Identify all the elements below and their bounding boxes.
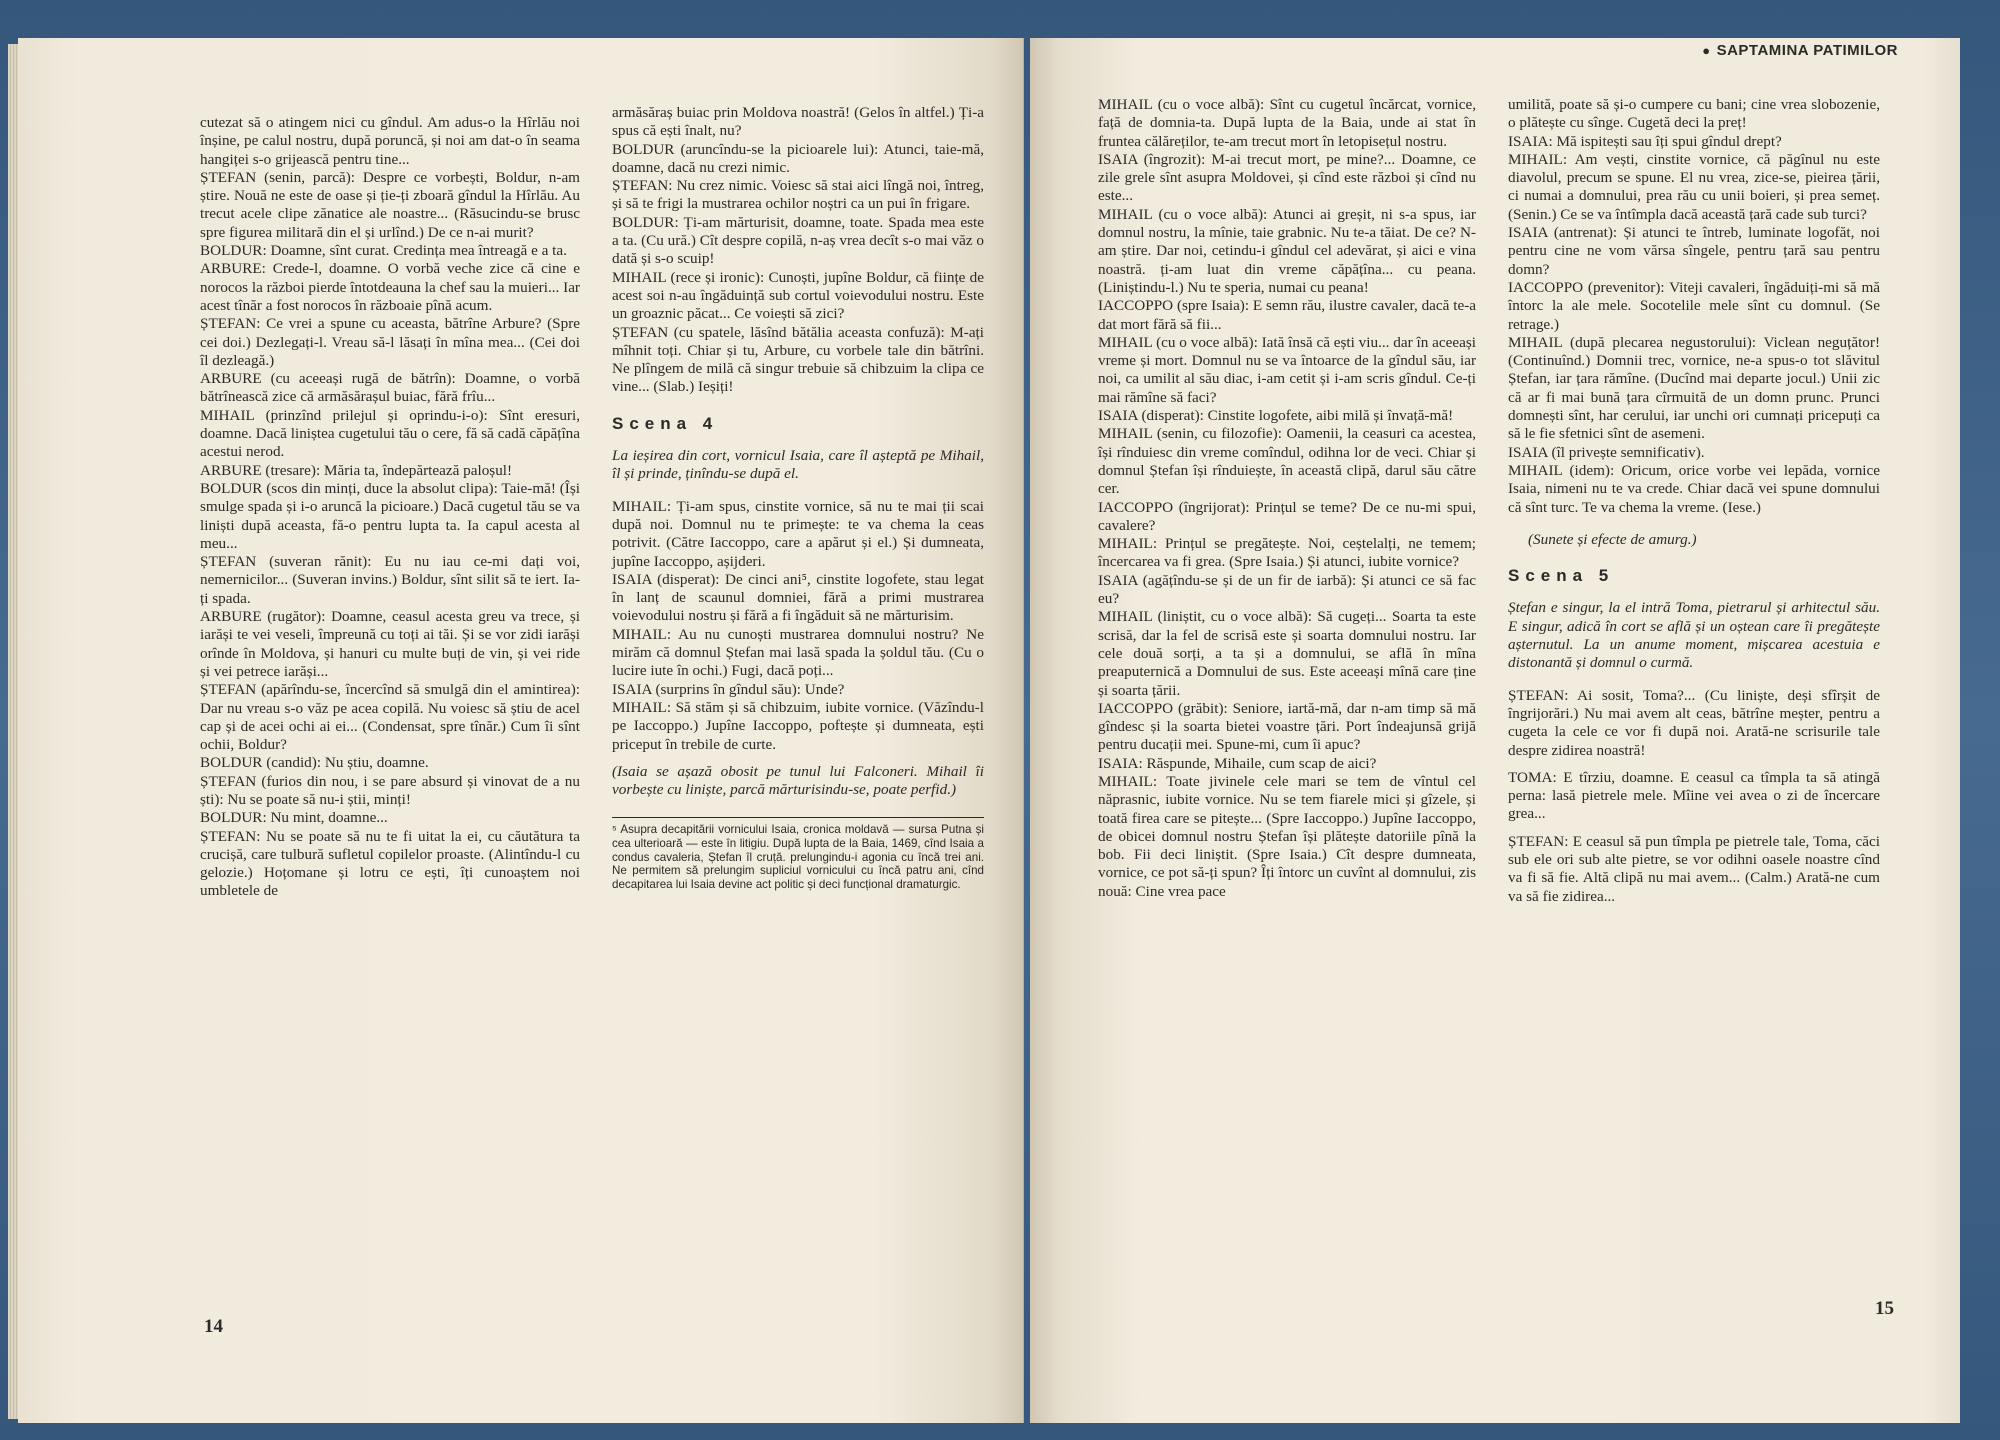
text-paragraph: ARBURE (cu aceeași rugă de bătrîn): Doamne, o vorbă bătrînească zice că armăsărașul buiac, fără frîu... xyxy=(200,370,580,406)
text-paragraph: IACCOPPO (prevenitor): Viteji cavaleri, îngăduiți-mi să mă întorc la ale mele. Socotelile mele sînt cu domnul. (Se retrage.) xyxy=(1508,278,1880,333)
text-paragraph: MIHAIL (cu o voce albă): Iată însă că ești viu... dar în aceeași vreme și mort. Domnul nu se va întoarce de la gîndul său, iar noi, ca umilit al său diac, i-am cetit și i-am scris gîndul. Ce-ți mai rămîne să faci? xyxy=(1098,333,1476,406)
text-paragraph: MIHAIL (senin, cu filozofie): Oamenii, la ceasuri ca acestea, își rînduiesc din vreme comîndul, odihna lor de veci. Chiar și domnul Ștefan își rînduiește, în această clipă, darul său către cer. xyxy=(1098,425,1476,498)
text-paragraph: ISAIA (îngrozit): M-ai trecut mort, pe mine?... Doamne, ce zile grele sînt asupra Moldovei, și cînd este război și cînd nu este... xyxy=(1098,150,1476,205)
text-paragraph: IACCOPPO (spre Isaia): E semn rău, ilustre cavaler, dacă te-a dat mort fără să fii... xyxy=(1098,297,1476,333)
text-paragraph: ISAIA: Răspunde, Mihaile, cum scap de aici? xyxy=(1098,754,1377,772)
text-paragraph: ȘTEFAN (cu spatele, lăsînd bătălia aceasta confuză): M-ați mîhnit toți. Chiar și tu, Arbure, cu vorbele tale din bătrîni. Ne plîngem de milă că singur trebuie să chibzuim la clipa ce vine... (Slab.) Ieșiți! xyxy=(612,323,984,396)
text-paragraph: MIHAIL (rece și ironic): Cunoști, jupîne Boldur, că ființe de acest soi n-au îngăduință sub cortul voievodului nostru. Este un groaznic păcat... Ce voiești să zici? xyxy=(612,268,984,323)
running-head-title: SAPTAMINA PATIMILOR xyxy=(1716,42,1898,59)
text-paragraph: ȘTEFAN: Ai sosit, Toma?... (Cu liniște, deși sfîrșit de îngrijorări.) Nu mai avem alt ceas, bătrîne meșter, pentru a cugeta la cele ce vor fi după noi. Arată-ne scrisurile tale despre zidirea noastră! xyxy=(1508,686,1880,759)
text-paragraph: ISAIA: Mă ispitești sau îți spui gîndul drept? xyxy=(1508,132,1782,150)
left-column-2 xyxy=(612,104,984,891)
text-paragraph: BOLDUR: Ți-am mărturisit, doamne, toate. Spada mea este a ta. (Cu ură.) Cît despre copilă, n-aș vrea decît s-o mai văz o dată și s-o scuip! xyxy=(612,213,984,268)
text-paragraph: BOLDUR: Nu mint, doamne... xyxy=(200,809,388,827)
text-paragraph: MIHAIL: Toate jivinele cele mari se tem de vîntul cel năprasnic, iubite vornice. Nu se tem fiarele mici și gîzele, și toată firea care se pitește... (Spre Iaccoppo.) Jupîne Iaccoppo, de obicei domnul nostru Ștefan își plătește datoriile pînă la bob. Fii deci liniștit. (Spre Isaia.) Cît despre dumneata, vornice, ce pot să-ți spun? Îți întorc un cuvînt al domnului, zis nouă: Cine vrea pace xyxy=(1098,772,1476,900)
text-paragraph: MIHAIL (prinzînd prilejul și oprindu-i-o): Sînt eresuri, doamne. Dacă liniștea cugetului tău o cere, fă să cadă căpățîna acestui nerod. xyxy=(200,406,580,461)
bullet-icon: ● xyxy=(1702,43,1711,58)
text-paragraph: ISAIA (antrenat): Și atunci te întreb, luminate logofăt, noi pentru cine ne vom vărsa sîngele, pentru țară sau pentru domn? xyxy=(1508,224,1880,278)
text-paragraph: umilită, poate să și-o cumpere cu bani; cine vrea slobozenie, o plătește cu sînge. Cugetă deci la preț! xyxy=(1508,96,1880,132)
stage-direction: (Sunete și efecte de amurg.) xyxy=(1528,530,1697,548)
text-paragraph: ȘTEFAN: Nu crez nimic. Voiesc să stai aici lîngă noi, întreg, și să te frigi la mustrarea ochilor noștri ca un pui în frigare. xyxy=(612,177,984,213)
text-paragraph: ȘTEFAN: Nu se poate să nu te fi uitat la ei, cu căutătura ta crucișă, care tulbură sufletul copilelor proaste. (Alintîndu-l cu gelozie.) Hoțomane și lotru ce ești, îți cunoaștem noi umbletele de xyxy=(200,827,580,900)
text-paragraph: ȘTEFAN (apărîndu-se, încercînd să smulgă din el amintirea): Dar nu vreau s-o văz pe acea copilă. Nu voiesc să știu de acel cap și de acei ochi ai ei... (Condensat, spre tînăr.) Cum îi sînt ochii, Boldur? xyxy=(200,681,580,754)
text-paragraph: IACCOPPO (grăbit): Seniore, iartă-mă, dar n-am timp să mă gîndesc și la soarta bietei voastre țări. Port îndeajunsă grijă pentru ducații mei. Spune-mi, cum îi apuc? xyxy=(1098,699,1476,754)
text-paragraph: ARBURE: Crede-l, doamne. O vorbă veche zice că cine e norocos la război pierde întotdeauna la chef sau la muieri... Iar acest tînăr a fost norocos în războaie pînă acum. xyxy=(200,260,580,314)
text-paragraph: ARBURE (tresare): Măria ta, îndepărtează paloșul! xyxy=(200,461,513,479)
text-paragraph: MIHAIL: Am vești, cinstite vornice, că păgînul nu este diavolul, precum se spune. El nu vrea, zice-se, pieirea țării, ci numai a domnului, prea rău cu unii boieri, și prea semeț. (Senin.) Ce se va întîmpla dacă această țară cade sub turci? xyxy=(1508,150,1880,223)
text-paragraph: ISAIA (îl privește semnificativ). xyxy=(1508,443,1705,461)
footnote: ⁵ Asupra decapitării vornicului Isaia, cronica moldavă — sursa Putna și cea ulterioară — este în litigiu. După lupta de la Baia, 1469, cînd Isaia a condus cavaleria, Ștefan îl cruță. prelungindu-i agonia cu încă trei ani. Ne permitem să prelungim supliciul vornicului cu încă patru ani, cînd decapitarea lui Isaia devine act politic și deci funcțional dramaturgic. xyxy=(612,817,984,891)
text-paragraph: TOMA: E tîrziu, doamne. E ceasul ca tîmpla ta să atingă perna: lasă pietrele mele. Mîine vei avea o zi de încercare grea... xyxy=(1508,768,1880,823)
text-paragraph: BOLDUR (scos din minți, duce la absolut clipa): Taie-mă! (Își smulge spada și i-o aruncă la picioare.) Dacă cugetul tău se va liniști după aceasta, fă-o pentru lupta ta. Ia capul acesta al meu... xyxy=(200,479,580,552)
text-paragraph: ȘTEFAN: Ce vrei a spune cu aceasta, bătrîne Arbure? (Spre cei doi.) Dezlegați-l. Vreau să-l lăsați în mîna mea... (Cei doi îl dezleagă.) xyxy=(200,315,580,369)
text-paragraph: MIHAIL (liniștit, cu o voce albă): Să cugeți... Soarta ta este scrisă, dar la fel de scrisă este și soarta domnului nostru. Iar cele două sorți, a ta și a domnului, se află în mîna preaputernică a Domnului de sus. Este aceeași mînă care ține și soarta țării. xyxy=(1098,608,1476,699)
left-column-1 xyxy=(200,114,580,901)
text-paragraph: BOLDUR (aruncîndu-se la picioarele lui): Atunci, taie-mă, doamne, dacă nu crezi nimic. xyxy=(612,140,984,176)
text-paragraph: cutezat să o atingem nici cu gîndul. Am adus-o la Hîrlău noi înșine, pe calul nostru, după poruncă, și noi am dat-o în seama hangiței s-o grijească pentru tine... xyxy=(200,114,580,168)
right-column-2 xyxy=(1508,96,1880,906)
text-paragraph: armăsăraș buiac prin Moldova noastră! (Gelos în altfel.) Ți-a spus că ești înalt, nu? xyxy=(612,104,984,140)
right-page xyxy=(1030,38,1960,1423)
text-paragraph: MIHAIL (cu o voce albă): Sînt cu cugetul încărcat, vornice, față de domnia-ta. După lupta de la Baia, unde ai stat în fruntea călăreților, te-am trecut mort în letopisețul nostru. xyxy=(1098,96,1476,150)
text-paragraph: ISAIA (agățîndu-se și de un fir de iarbă): Și atunci ce să fac eu? xyxy=(1098,571,1476,608)
text-paragraph: BOLDUR: Doamne, sînt curat. Credința mea întreagă e a ta. xyxy=(200,242,567,260)
text-paragraph: MIHAIL (idem): Oricum, orice vorbe vei lepăda, vornice Isaia, nimeni nu te va crede. Chiar dacă vei spune domnului că sînt turc. Te va chema la vreme. (Iese.) xyxy=(1508,461,1880,516)
text-paragraph: ISAIA (surprins în gîndul său): Unde? xyxy=(612,680,845,698)
page-number-left: 14 xyxy=(204,1316,223,1337)
text-paragraph: MIHAIL (după plecarea negustorului): Viclean neguțător! (Continuînd.) Domnii trec, vornice, ne-a spus-o tot slăvitul Ștefan, iar țara rămîne. (Ducînd mai departe jocul.) Unii zic că ar fi mai bună țara cîrmuită de un domn prunc. Prunci domnești sînt, har cerului, iar unchi ori cumnați pricepuți ca să le fie sfetnici sînt de asemeni. xyxy=(1508,333,1880,443)
text-paragraph: MIHAIL: Au nu cunoști mustrarea domnului nostru? Ne mirăm că domnul Ștefan mai lasă spada la șoldul tău. (Cu o lucire iute în ochi.) Fugi, dacă poți... xyxy=(612,625,984,680)
page-number-right: 15 xyxy=(1875,1298,1894,1319)
text-paragraph: MIHAIL (cu o voce albă): Atunci ai greșit, ni s-a spus, iar domnul nostru, la mînie, taie grabnic. Nu te-a tăiat. De ce? N-am știre. Dar noi, cetindu-i gîndul cel adevărat, și aici e vina noastră. ți-am luat din vreme căpățîna... cu peana. (Liniștindu-l.) Nu te speria, numai cu peana! xyxy=(1098,205,1476,296)
text-paragraph: ȘTEFAN (suveran rănit): Eu nu iau ce-mi dați voi, nemernicilor... (Suveran invins.) Boldur, sînt silit să te iert. Ia-ți spada. xyxy=(200,553,580,607)
text-paragraph: MIHAIL: Să stăm și să chibzuim, iubite vornice. (Văzîndu-l pe Iaccoppo.) Jupîne Iaccoppo, poftește și dumneata, ești priceput în trebile de curte. xyxy=(612,698,984,753)
left-page xyxy=(18,38,1024,1423)
scene-4-heading: Scena 4 xyxy=(612,413,719,433)
scene-5-heading: Scena 5 xyxy=(1508,566,1615,586)
text-paragraph: ARBURE (rugător): Doamne, ceasul acesta greu va trece, și iarăși te vei veseli, împreună cu toți ai tăi. Și se vor zidi iarăși orînde în Moldova, și hanuri cu multe buți de vin, și vei ride și vei petrece iarăși... xyxy=(200,608,580,680)
text-paragraph: ISAIA (disperat): Cinstite logofete, aibi milă și învață-mă! xyxy=(1098,407,1454,425)
text-paragraph: ȘTEFAN (furios din nou, i se pare absurd și vinovat de a nu ști): Nu se poate să nu-i știi, minți! xyxy=(200,772,580,808)
stage-direction: La ieșirea din cort, vornicul Isaia, care îl așteptă pe Mihail, îl și prinde, ținîndu-se după el. xyxy=(612,447,984,483)
right-column-1 xyxy=(1098,96,1476,901)
text-paragraph: BOLDUR (candid): Nu știu, doamne. xyxy=(200,754,429,772)
stage-direction: (Isaia se așază obosit pe tunul lui Falconeri. Mihail îi vorbește cu liniște, parcă mărturisindu-se, poate perfid.) xyxy=(612,762,984,799)
text-paragraph: MIHAIL: Ți-am spus, cinstite vornice, să nu te mai ții scai după noi. Domnul nu te primește: te va chema la ceas potrivit. (Către Iaccoppo, care a apărut și el.) Și dumneata, jupîne Iaccoppo, așijderi. xyxy=(612,497,984,570)
text-paragraph: MIHAIL: Prințul se pregătește. Noi, ceștelalți, ne temem; încercarea va fi grea. (Spre Isaia.) Și atunci, iubite vornice? xyxy=(1098,535,1476,571)
text-paragraph: IACCOPPO (îngrijorat): Prințul se teme? De ce nu-mi spui, cavalere? xyxy=(1098,498,1476,534)
text-paragraph: ISAIA (disperat): De cinci ani⁵, cinstite logofete, stau legat în lanț de scaunul domniei, fără a primi mustrarea voievodului nostru și fără a fi îngăduit să ne mărturisim. xyxy=(612,570,984,625)
text-paragraph: ȘTEFAN (senin, parcă): Despre ce vorbești, Boldur, n-am știre. Nouă ne este de oase și ție-ți zboară gîndul la Hîrlău. Au trecut acele clipe zănatice ale noastre... (Răsucindu-se brusc spre figurea militară din el și urlînd.) De ce n-ai murit? xyxy=(200,168,580,241)
running-head xyxy=(1702,42,1898,59)
stage-direction: Ștefan e singur, la el intră Toma, pietrarul și arhitectul său. E singur, adică în cort se află și un oștean care îi pregătește așternutul. La un anume moment, mișcarea acestuia e distonantă și domnul o curmă. xyxy=(1508,599,1880,672)
text-paragraph: ȘTEFAN: E ceasul să pun tîmpla pe pietrele tale, Toma, căci sub ele ori sub alte pietre, se vor odihni oasele noastre cînd va fi să fie. Altă clipă nu mai avem... (Calm.) Arată-ne cum va să fie zidirea... xyxy=(1508,832,1880,905)
